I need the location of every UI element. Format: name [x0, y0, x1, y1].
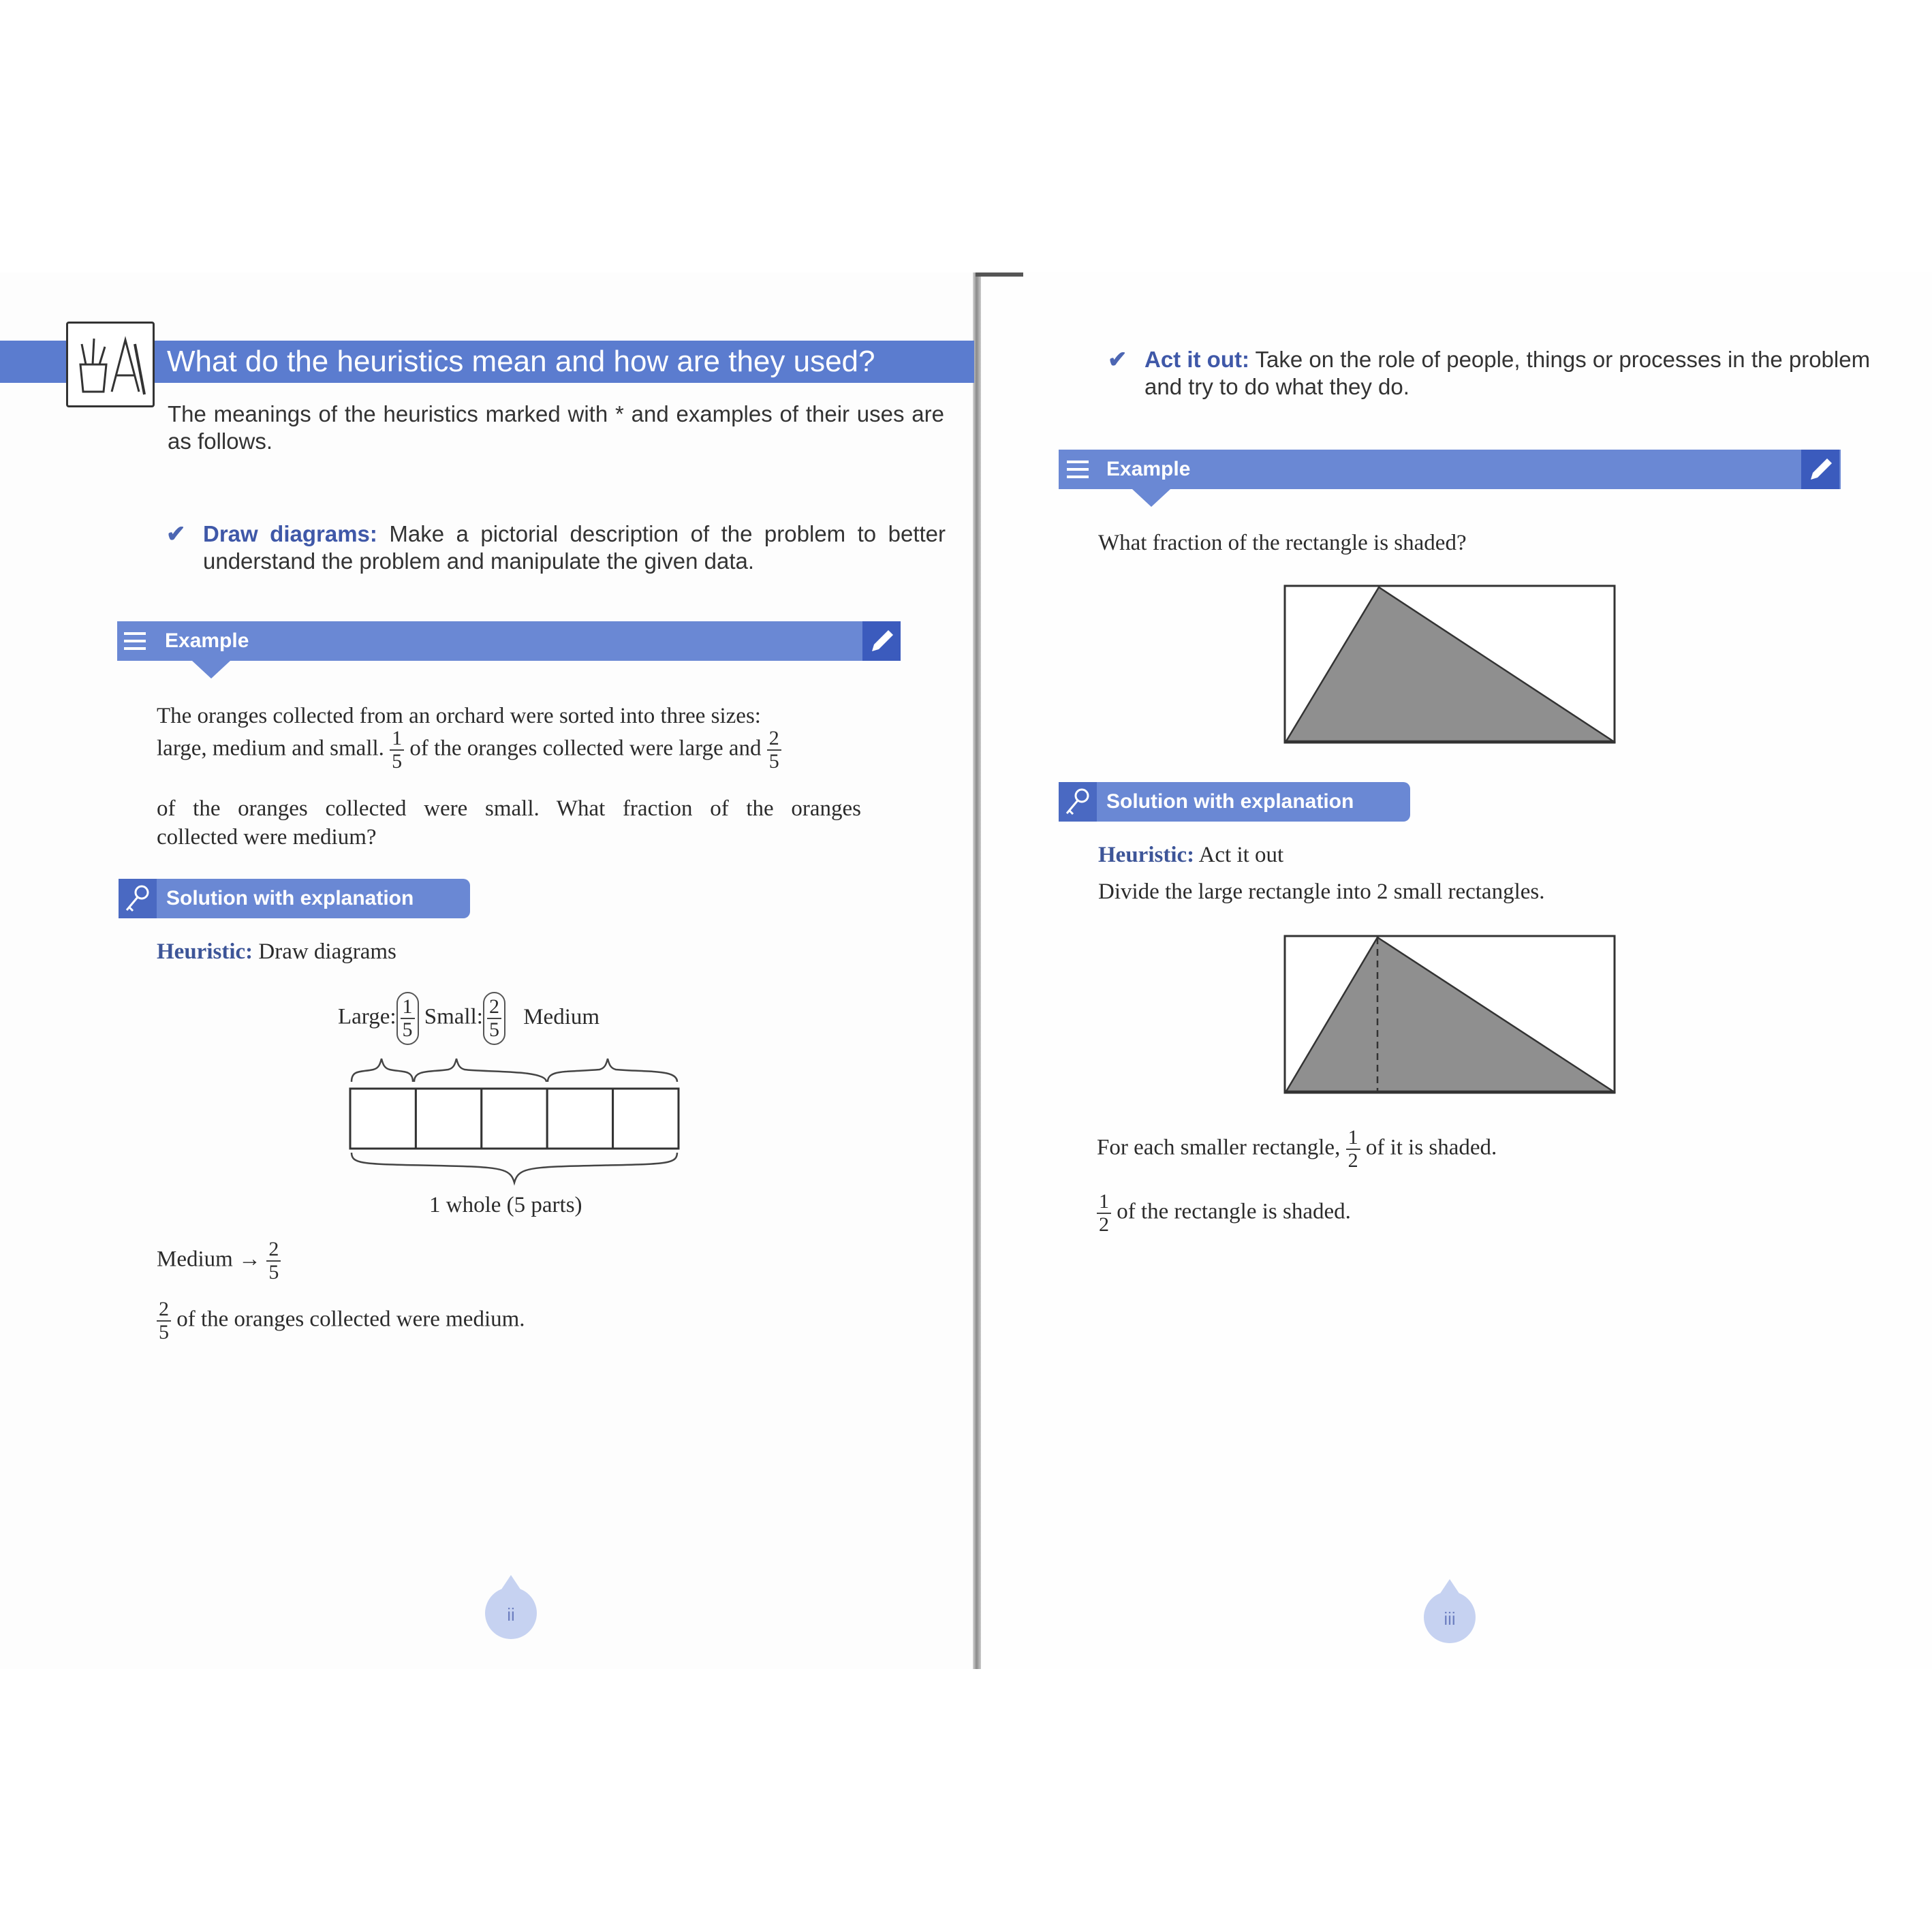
step-each-half	[1097, 1127, 1497, 1172]
step-each-half-pre: For each smaller rectangle,	[1097, 1135, 1341, 1160]
large-label: Large:	[338, 1004, 396, 1029]
solution-key-box	[119, 879, 157, 918]
bar-part	[482, 1089, 547, 1149]
page-number-left: ii	[485, 1587, 537, 1639]
left-answer-text: of the oranges collected were medium.	[176, 1307, 525, 1332]
draw-diagrams-bullet	[203, 520, 946, 575]
medium-fraction-denominator: 5	[268, 1261, 279, 1283]
right-answer-fraction	[1097, 1191, 1111, 1236]
example-notch-right	[1132, 489, 1170, 507]
example-line-1: The oranges collected from an orchard were sorted into three sizes:	[157, 704, 761, 728]
medium-fraction-numerator: 2	[266, 1238, 281, 1262]
left-page	[0, 272, 973, 1669]
example-label-right: Example	[1106, 458, 1191, 480]
heuristic-label: Heuristic:	[157, 939, 253, 964]
menu-icon	[123, 629, 147, 656]
small-label: Small:	[424, 1004, 483, 1029]
medium-result-label: Medium →	[157, 1247, 262, 1272]
small-fraction-bubble	[483, 992, 505, 1045]
solution-key-box-right	[1059, 782, 1097, 822]
brace-large	[352, 1059, 413, 1082]
heuristic-line-right	[1098, 841, 1283, 869]
page-title: What do the heuristics mean and how are they used?	[167, 345, 875, 378]
menu-icon-right	[1065, 458, 1090, 484]
bar-part	[547, 1089, 612, 1149]
act-it-out-bullet	[1144, 346, 1894, 401]
heuristics-title-icon-box	[66, 322, 155, 407]
bar-parts	[350, 1089, 679, 1149]
diagram-labels	[338, 992, 599, 1045]
heuristic-label-right: Heuristic:	[1098, 843, 1195, 867]
step-divide: Divide the large rectangle into 2 small rectangles.	[1098, 879, 1545, 904]
small-fraction-numerator: 2	[487, 996, 501, 1019]
left-answer-denominator: 5	[159, 1321, 169, 1343]
example-pencil-box	[862, 621, 901, 661]
brace-small	[414, 1059, 546, 1082]
checkmark-icon: ✔	[166, 522, 186, 547]
pencil-cup-icon	[68, 324, 153, 405]
medium-result-line	[157, 1238, 281, 1283]
right-answer-numerator: 1	[1097, 1191, 1111, 1214]
example-label: Example	[165, 629, 249, 652]
example-line-3: of the oranges collected were small. What fraction of the oranges	[157, 796, 861, 821]
example-notch	[192, 661, 230, 679]
heuristic-value-right: Act it out	[1198, 843, 1284, 867]
fraction-large-denominator: 5	[392, 750, 403, 773]
right-answer-line	[1097, 1191, 1351, 1236]
half-fraction-denominator: 2	[1347, 1149, 1358, 1172]
example-line-2-mid: of the oranges collected were large and	[409, 736, 762, 761]
right-answer-denominator: 2	[1099, 1213, 1109, 1236]
solution-label-right: Solution with explanation	[1106, 790, 1354, 813]
half-fraction-numerator: 1	[1346, 1127, 1360, 1150]
left-answer-numerator: 2	[157, 1298, 171, 1322]
book-spine	[973, 272, 981, 1669]
brace-whole	[352, 1153, 677, 1183]
large-fraction-numerator: 1	[401, 996, 415, 1019]
half-fraction	[1346, 1127, 1360, 1172]
example-pencil-box-right	[1801, 450, 1839, 489]
key-icon	[119, 879, 157, 918]
bar-part	[613, 1089, 679, 1149]
bar-part	[350, 1089, 416, 1149]
key-icon-right	[1059, 782, 1097, 822]
large-fraction-denominator: 5	[402, 1018, 413, 1041]
fraction-small-denominator: 5	[768, 750, 779, 773]
fraction-large-numerator: 1	[390, 728, 404, 751]
large-fraction	[401, 996, 415, 1041]
bullet-term-right: Act it out:	[1144, 347, 1249, 372]
bar-model-diagram	[341, 1049, 688, 1192]
bar-part	[416, 1089, 481, 1149]
heuristic-value: Draw diagrams	[258, 939, 396, 964]
fraction-small-numerator: 2	[767, 728, 781, 751]
checkmark-icon-right: ✔	[1108, 347, 1127, 373]
example-line-4: collected were medium?	[157, 825, 377, 850]
divided-rectangle-figure	[1283, 935, 1617, 1095]
example-line-2-pre: large, medium and small.	[157, 736, 384, 761]
page-number-right: iii	[1424, 1591, 1476, 1643]
rectangle-figure	[1283, 585, 1617, 745]
intro-paragraph: The meanings of the heuristics marked with * and examples of their uses are as follows.	[168, 401, 944, 454]
step-each-half-post: of it is shaded.	[1365, 1135, 1497, 1160]
right-answer-text: of the rectangle is shaded.	[1117, 1199, 1351, 1224]
example-line-2	[157, 728, 865, 773]
brace-medium	[548, 1059, 677, 1082]
bullet-text-right: Take on the role of people, things or processes in the problem and try to do what they do.	[1144, 347, 1871, 399]
left-answer-line	[157, 1298, 525, 1343]
fraction-small	[767, 728, 781, 773]
medium-label: Medium	[523, 1004, 600, 1029]
small-fraction	[487, 996, 501, 1041]
pencil-icon	[862, 621, 901, 661]
spine-edge	[976, 272, 1023, 277]
solution-label: Solution with explanation	[166, 887, 414, 909]
bullet-text: Make a pictorial description of the problem to better understand the problem and manipulate the given data.	[203, 521, 946, 574]
medium-fraction	[266, 1238, 281, 1283]
fraction-large	[390, 728, 404, 773]
heuristic-line	[157, 937, 396, 966]
question-text: What fraction of the rectangle is shaded?	[1098, 531, 1467, 555]
bullet-term: Draw diagrams:	[203, 521, 377, 546]
pencil-icon-right	[1801, 450, 1839, 489]
small-fraction-denominator: 5	[488, 1018, 499, 1041]
whole-label: 1 whole (5 parts)	[429, 1193, 582, 1217]
left-answer-fraction	[157, 1298, 171, 1343]
large-fraction-bubble	[396, 992, 419, 1045]
